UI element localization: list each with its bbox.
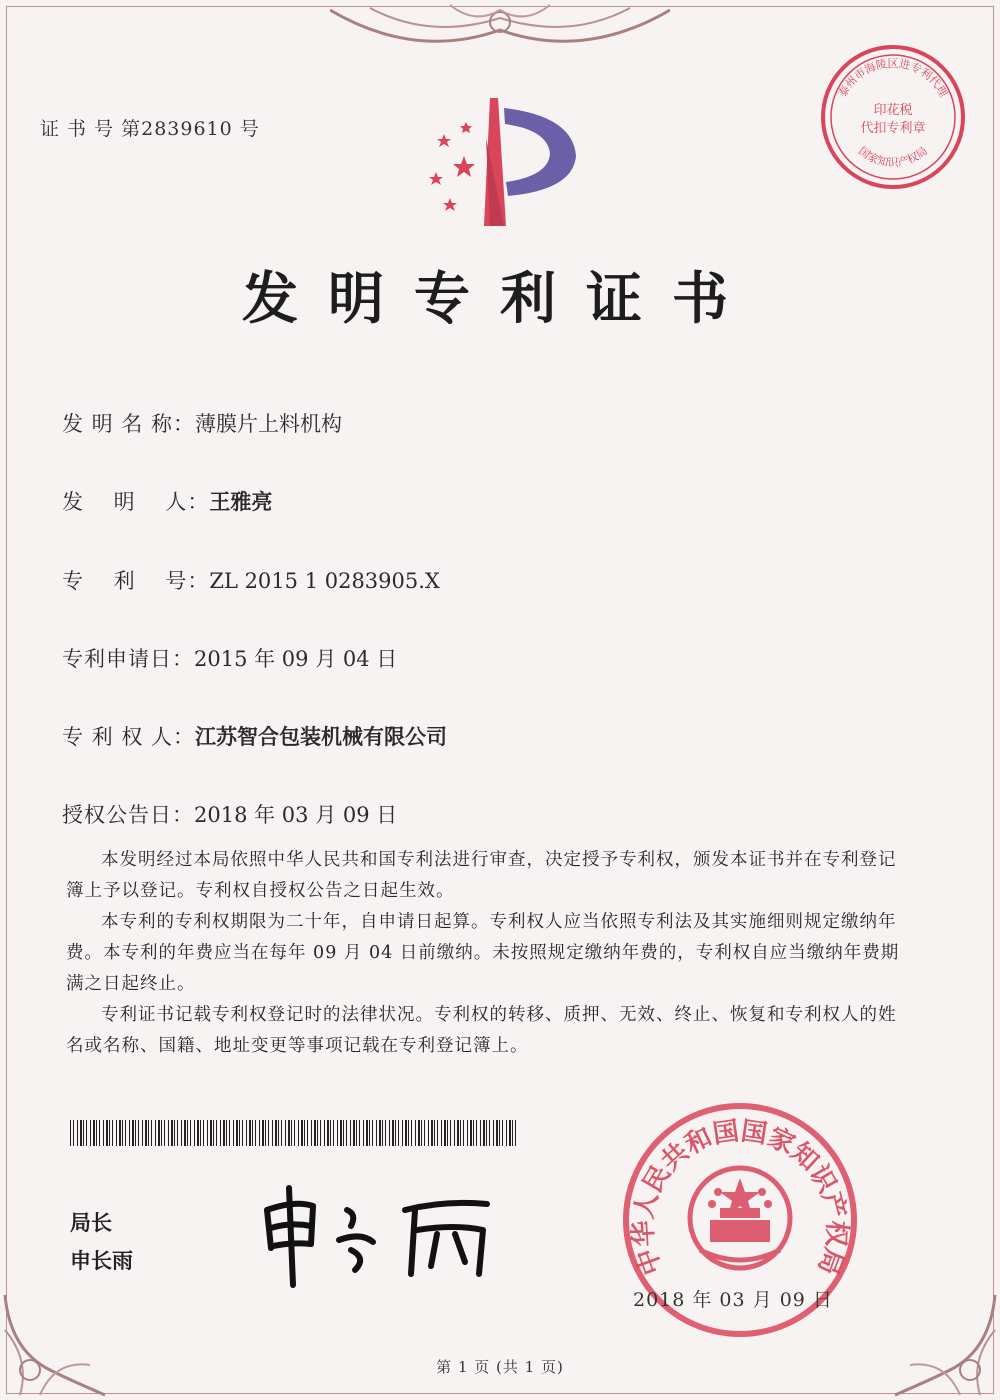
field-value: 王雅亮 <box>209 490 273 514</box>
corner-ornament-bottom-right <box>890 1290 1000 1400</box>
field-label: 发 明 名 称： <box>62 412 196 436</box>
svg-text:泰州市海陵区进专利代理 <box>836 56 950 99</box>
certificate-body <box>66 845 904 1062</box>
field-label: 专利申请日： <box>62 647 194 671</box>
field-label: 发 明 人： <box>62 490 210 514</box>
field-label: 专 利 号： <box>62 569 210 593</box>
top-ornament <box>330 0 670 60</box>
body-paragraph-3: 专利证书记载专利权登记时的法律状况。专利权的转移、质押、无效、终止、恢复和专利权人的姓名或名称、国籍、地址变更等事项记载在专利登记簿上。 <box>66 1005 897 1056</box>
director-label: 局长 <box>70 1211 112 1235</box>
field-value: 江苏智合包装机械有限公司 <box>195 725 448 749</box>
field-value: ZL 2015 1 0283905.X <box>209 569 440 593</box>
big-seal-arc-text: 中华人民共和国国家知识产权局 <box>628 1116 852 1279</box>
top-seal-center-line2: 代扣专利章 <box>860 121 926 136</box>
field-inventor <box>62 486 272 516</box>
field-label: 专 利 权 人： <box>62 725 196 749</box>
page-number: 第 1 页 (共 1 页) <box>436 1358 564 1376</box>
field-patent-number <box>62 565 440 595</box>
body-paragraph-2: 本专利的专利权期限为二十年，自申请日起算。专利权人应当依照专利法及其实施细则规定缴纳年费。本专利的年费应当在每年 09 月 04 日前缴纳。未按照规定缴纳年费的，专利权自应当缴纳年费期满之日起终止。 <box>66 912 900 994</box>
field-value: 2018 年 03 月 09 日 <box>194 803 398 827</box>
svg-text:国家知识产权局 <box>856 144 930 169</box>
field-label: 授权公告日： <box>62 803 194 827</box>
certificate-number: 证 书 号 第2839610 号 <box>40 118 260 140</box>
document-title: 发明专利证书 <box>242 267 758 332</box>
tax-stamp-seal <box>818 42 968 192</box>
field-value: 薄膜片上料机构 <box>195 412 343 436</box>
field-grant-date <box>62 799 397 829</box>
field-patentee <box>62 721 447 751</box>
national-emblem-icon <box>690 1168 790 1268</box>
field-application-date <box>62 643 397 673</box>
director-signature <box>255 1170 505 1290</box>
cnipa-emblem-icon <box>408 98 598 233</box>
director-name: 申长雨 <box>70 1249 133 1273</box>
field-invention-name <box>62 408 342 438</box>
corner-ornament-bottom-left <box>0 1290 110 1400</box>
top-seal-bottom-text: 国家知识产权局 <box>856 144 930 170</box>
seal-date: 2018 年 03 月 09 日 <box>633 1289 833 1311</box>
top-seal-arc-text: 泰州市海陵区进专利代理 <box>835 57 951 100</box>
barcode <box>70 1120 520 1146</box>
top-seal-center-line1: 印花税 <box>873 103 913 118</box>
field-value: 2015 年 09 月 04 日 <box>194 647 398 671</box>
body-paragraph-1: 本发明经过本局依照中华人民共和国专利法进行审查，决定授予专利权，颁发本证书并在专利登记簿上予以登记。专利权自授权公告之日起生效。 <box>66 850 897 901</box>
